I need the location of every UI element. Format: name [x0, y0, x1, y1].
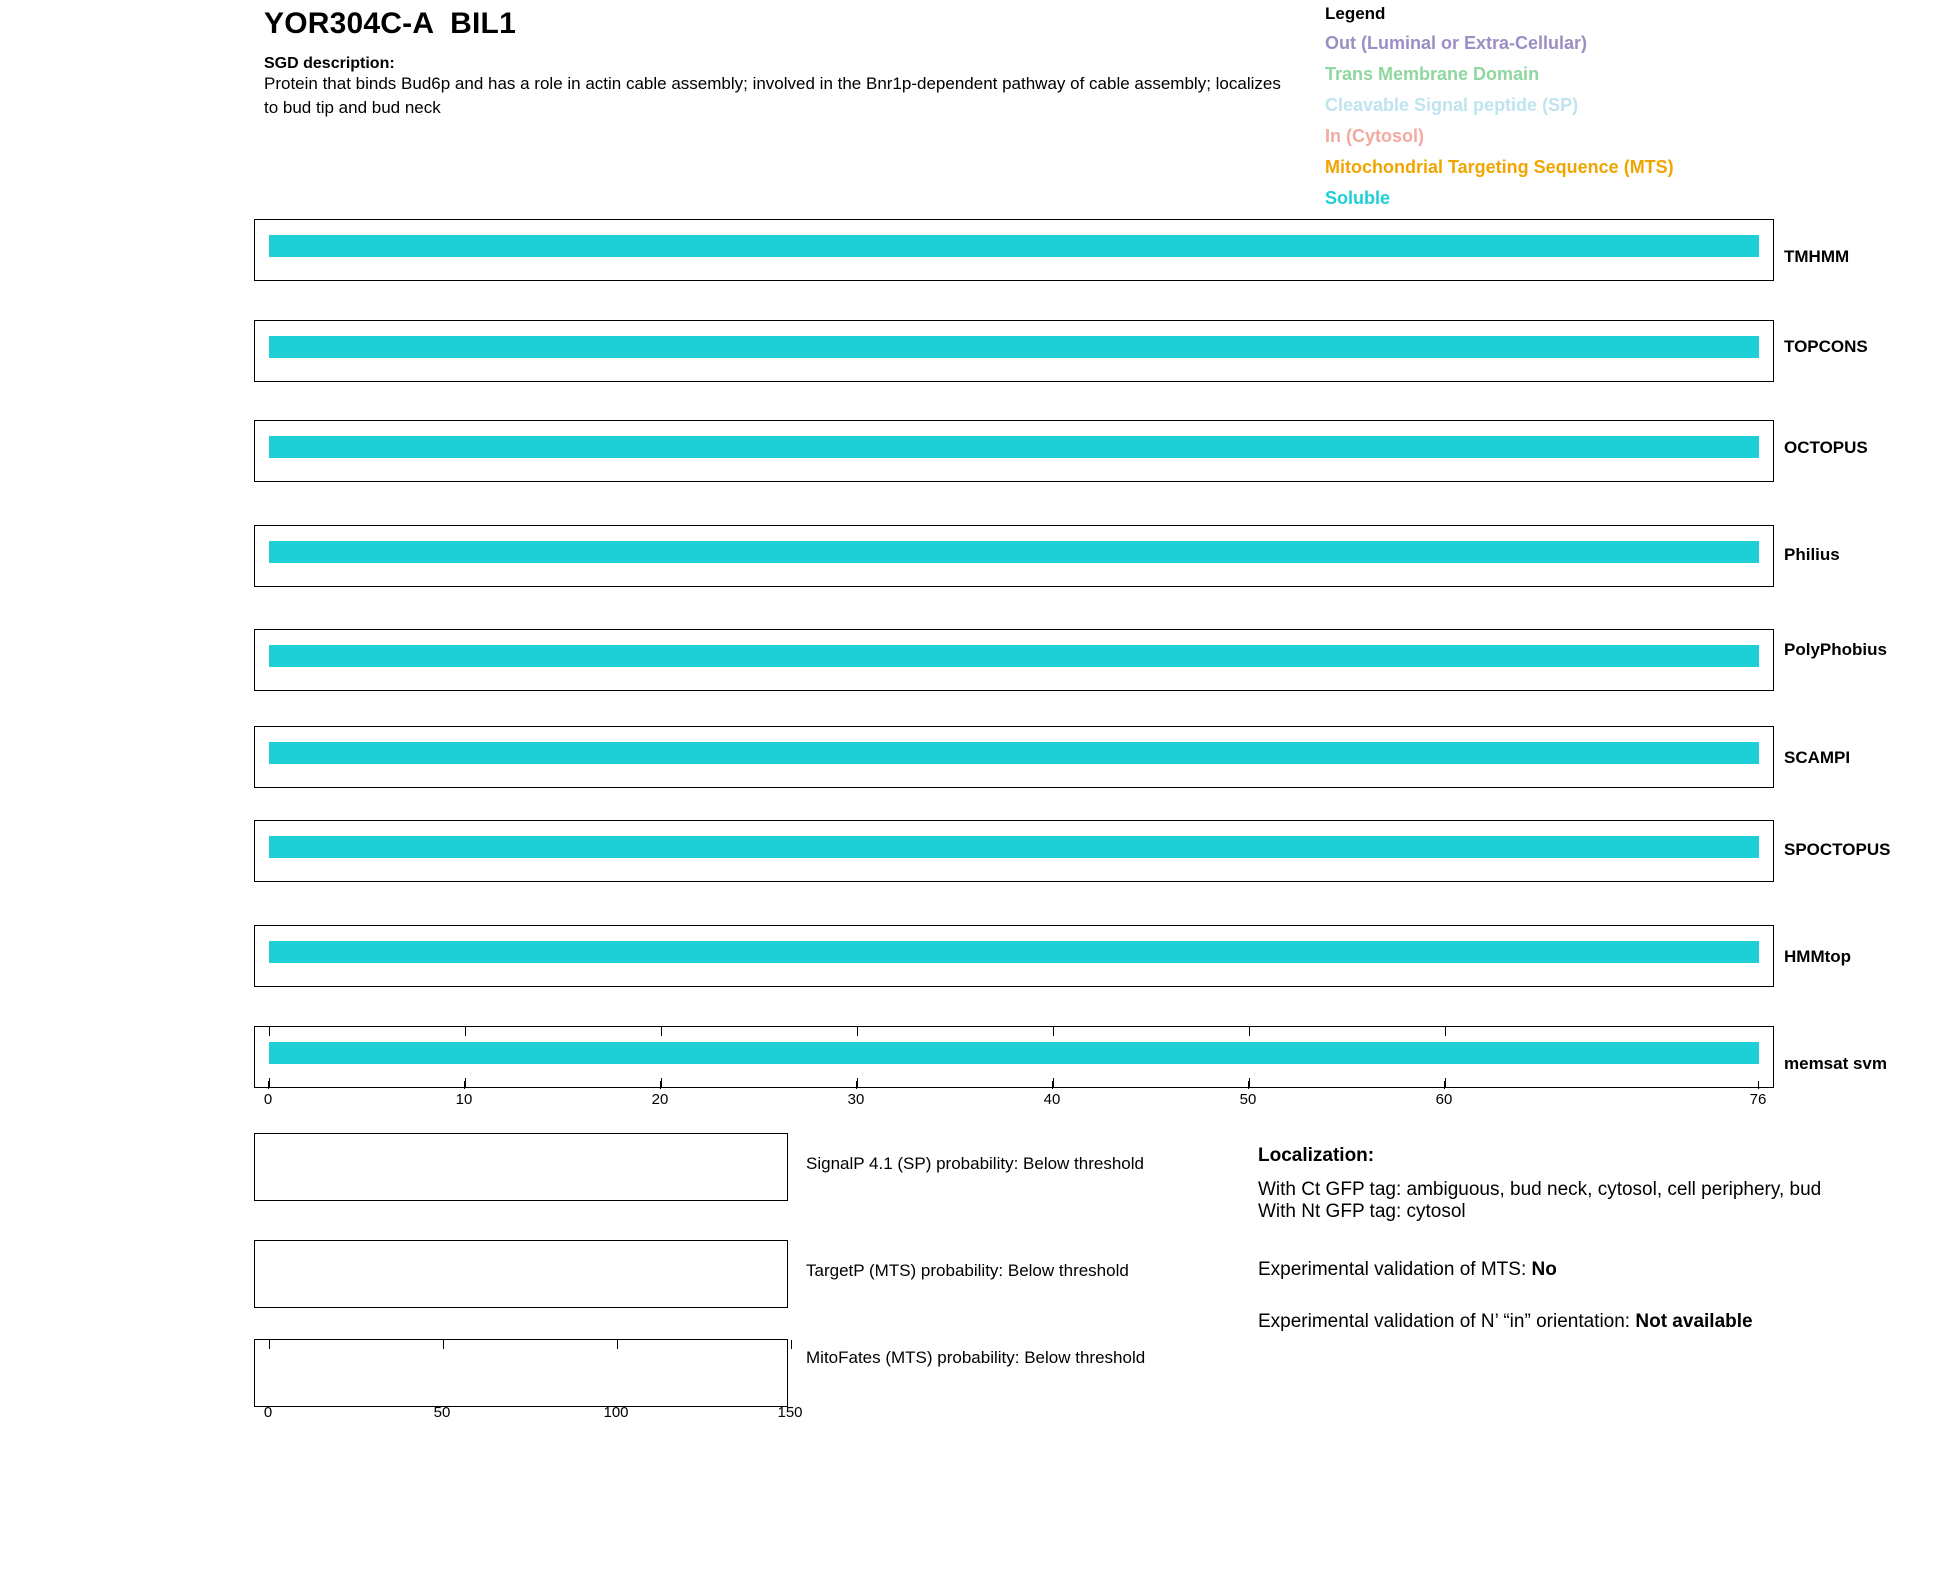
legend-title: Legend — [1325, 4, 1386, 23]
localization-ct-tag: With Ct GFP tag: ambiguous, bud neck, cytosol, cell periphery, bud — [1258, 1179, 1822, 1200]
mts-validation-label: Experimental validation of MTS: — [1258, 1259, 1532, 1280]
track-philius — [254, 525, 1774, 587]
track-label-tmhmm: TMHMM — [1784, 247, 1850, 266]
mitofates-tick-100: 100 — [603, 1404, 629, 1421]
track-bar-soluble — [269, 336, 1759, 358]
track-bar-soluble — [269, 235, 1759, 257]
axis-tick-10: 10 — [455, 1091, 473, 1108]
legend-item-tmd: Trans Membrane Domain — [1325, 64, 1540, 84]
residue-axis — [254, 1089, 1774, 1129]
track-polyphobius — [254, 629, 1774, 691]
legend — [1325, 4, 1925, 214]
panel-targetp — [254, 1240, 788, 1308]
panel-signalp — [254, 1133, 788, 1201]
panel-mitofates — [254, 1339, 788, 1407]
track-bar-soluble — [269, 436, 1759, 458]
axis-tick-0: 0 — [263, 1091, 273, 1108]
sgd-description-text: Protein that binds Bud6p and has a role in actin cable assembly; involved in the Bnr1p-dependent pathway of cable assembly; localizes to bud tip and bud neck — [264, 74, 1281, 117]
track-label-spoctopus: SPOCTOPUS — [1784, 840, 1891, 859]
track-label-topcons: TOPCONS — [1784, 337, 1868, 356]
axis-tick-20: 20 — [651, 1091, 669, 1108]
legend-item-mts: Mitochondrial Targeting Sequence (MTS) — [1325, 157, 1674, 177]
track-label-scampi: SCAMPI — [1784, 748, 1851, 767]
track-bar-soluble — [269, 836, 1759, 858]
track-bar-soluble — [269, 941, 1759, 963]
legend-item-signal-peptide: Cleavable Signal peptide (SP) — [1325, 95, 1579, 115]
mts-validation-row — [1258, 1256, 1898, 1284]
orientation-validation-value: Not available — [1635, 1311, 1753, 1332]
mitofates-tick-0: 0 — [263, 1404, 273, 1421]
track-bar-soluble — [269, 1042, 1759, 1064]
orientation-validation-label: Experimental validation of N’ “in” orientation: — [1258, 1311, 1636, 1332]
track-label-hmmtop: HMMtop — [1784, 947, 1852, 966]
track-octopus — [254, 420, 1774, 482]
track-label-polyphobius: PolyPhobius — [1784, 640, 1887, 659]
panel-label-targetp: TargetP (MTS) probability: Below threshold — [806, 1261, 1129, 1280]
track-scampi — [254, 726, 1774, 788]
track-label-memsat-svm: memsat svm — [1784, 1054, 1888, 1073]
localization-nt-tag: With Nt GFP tag: cytosol — [1258, 1201, 1466, 1222]
track-tmhmm — [254, 219, 1774, 281]
axis-tick-30: 30 — [847, 1091, 865, 1108]
track-label-octopus: OCTOPUS — [1784, 438, 1868, 457]
track-hmmtop — [254, 925, 1774, 987]
mitofates-axis — [254, 1404, 803, 1434]
track-topcons — [254, 320, 1774, 382]
track-spoctopus — [254, 820, 1774, 882]
legend-item-soluble: Soluble — [1325, 188, 1391, 208]
legend-item-in-cytosol: In (Cytosol) — [1325, 126, 1424, 146]
localization-block — [1258, 1142, 1898, 1336]
track-bar-soluble — [269, 742, 1759, 764]
panel-label-mitofates: MitoFates (MTS) probability: Below threshold — [806, 1348, 1146, 1367]
mitofates-tick-150: 150 — [777, 1404, 803, 1421]
axis-tick-50: 50 — [1239, 1091, 1257, 1108]
localization-title: Localization: — [1258, 1145, 1375, 1166]
mts-validation-value: No — [1531, 1259, 1557, 1280]
mitofates-tick-50: 50 — [433, 1404, 451, 1421]
panel-label-signalp: SignalP 4.1 (SP) probability: Below threshold — [806, 1154, 1144, 1173]
track-memsat-svm — [254, 1026, 1774, 1088]
track-bar-soluble — [269, 645, 1759, 667]
axis-tick-76: 76 — [1749, 1091, 1767, 1108]
track-bar-soluble — [269, 541, 1759, 563]
axis-tick-60: 60 — [1435, 1091, 1453, 1108]
axis-tick-40: 40 — [1043, 1091, 1061, 1108]
page-title: YOR304C-A BIL1 — [264, 7, 516, 40]
orientation-validation-row — [1258, 1308, 1898, 1336]
sgd-description-label: SGD description: — [264, 55, 395, 72]
legend-item-out: Out (Luminal or Extra-Cellular) — [1325, 33, 1588, 53]
track-label-philius: Philius — [1784, 545, 1840, 564]
